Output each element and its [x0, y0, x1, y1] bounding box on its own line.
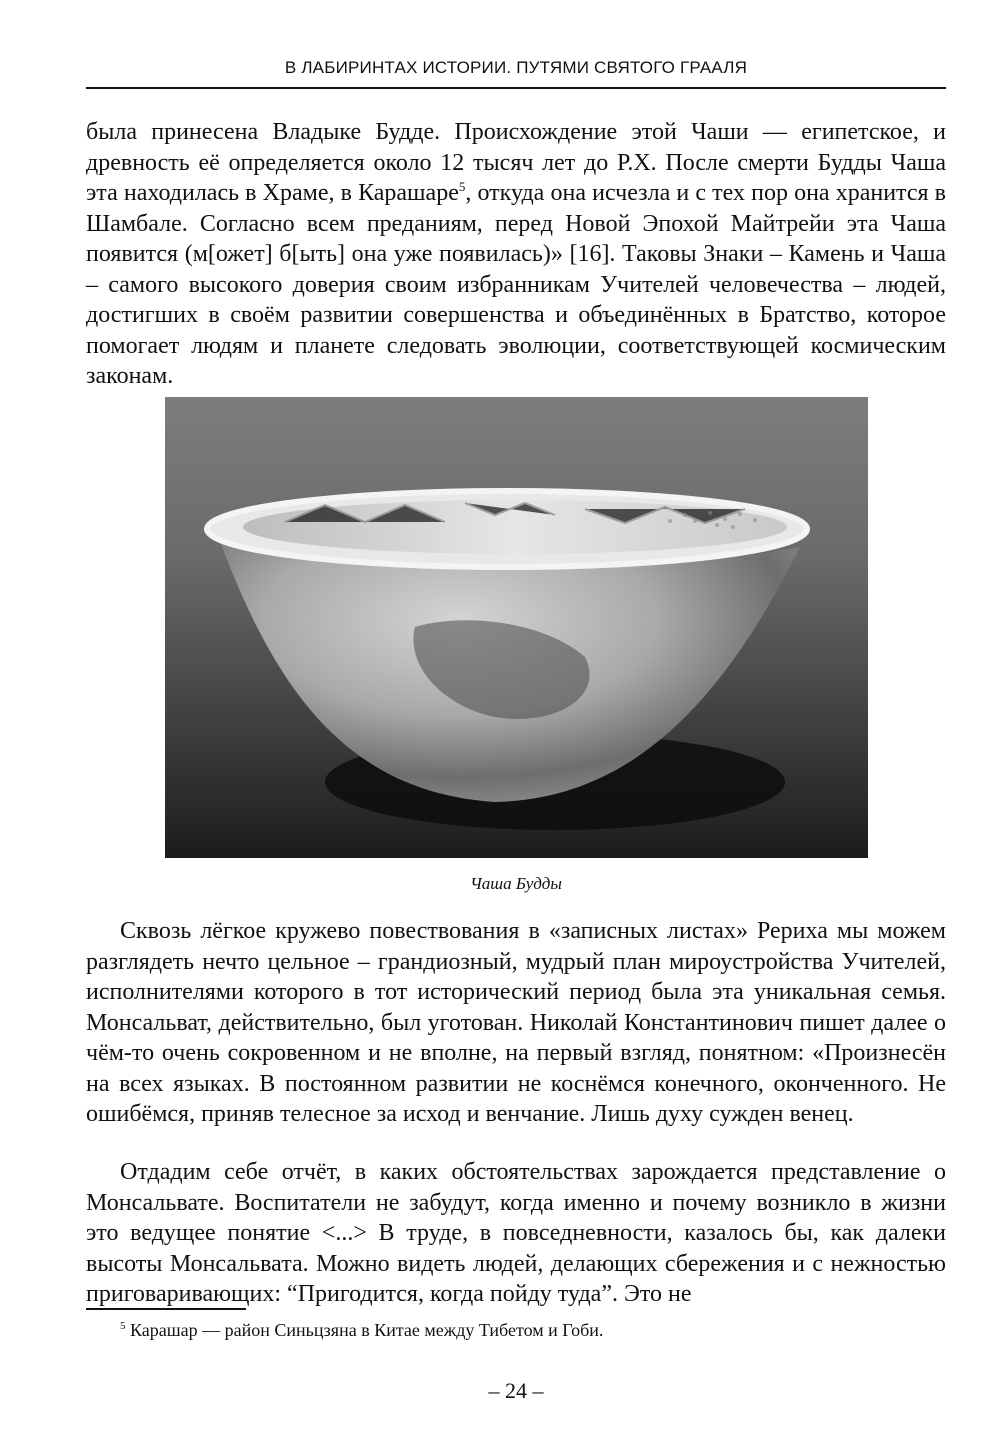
paragraph-1: [86, 117, 946, 392]
footnote: [120, 1320, 603, 1341]
running-header: В ЛАБИРИНТАХ ИСТОРИИ. ПУТЯМИ СВЯТОГО ГРААЛЯ: [284, 58, 748, 77]
footnote-text: Карашар — район Синьцзяна в Китае между Тибетом и Гоби.: [125, 1320, 604, 1340]
footnote-mark: 5: [120, 1320, 126, 1332]
figure-caption: Чаша Будды: [470, 874, 562, 893]
paragraph-3: Отдадим себе отчёт, в каких обстоятельствах зарождается представление о Монсальвате. Воспитатели не забудут, когда именно и почему возникло в жизни это ведущее понятие <...> В труде, в повседневности, казалось бы, как далеки высоты Монсальвата. Можно видеть людей, делающих сбережения и с нежностью приговаривающих: “Пригодится, когда пойду туда”. Это не: [86, 1159, 946, 1307]
footnote-rule: [86, 1308, 246, 1310]
paragraph-1-text-b: , откуда она исчезла и с тех пор она хранится в Шамбале. Согласно всем преданиям, перед Новой Эпохой Майтрейи эта Чаша появится (м[ожет] б[ыть] она уже появилась)» [16]. Таковы Знаки – Камень и Чаша – самого высокого доверия своим избранникам Учителей человечества – людей, достигших в своём развитии совершенства и объединённых в Братство, которое помогает людям и планете следовать эволюции, соответствующей космическим законам.: [86, 180, 946, 389]
page-number: – 24 –: [488, 1378, 544, 1403]
paragraph-2: Сквозь лёгкое кружево повествования в «записных листах» Рериха мы можем разглядеть нечто цельное – грандиозный, мудрый план мироустройства Учителей, исполнителями которого в тот исторический период была эта уникальная семья. Монсальват, действительно, был уготован. Николай Константинович пишет далее о чём-то очень сокровенном и не вполне, на первый взгляд, понятном: «Произнесён на всех языках. В постоянном развитии не коснёмся конечного, оконченного. Не ошибёмся, приняв телесное за исход и венчание. Лишь духу сужден венец.: [86, 918, 946, 1127]
header-rule: [86, 87, 946, 89]
paragraph-1-text-a: была принесена Владыке Будде. Происхождение этой Чаши — египетское, и древность её определяется около 12 тысяч лет до Р.Х. После смерти Будды Чаша эта находилась в Храме, в Карашаре: [86, 119, 946, 206]
bowl-photograph: [165, 397, 868, 858]
footnote-reference[interactable]: 5: [458, 179, 466, 194]
